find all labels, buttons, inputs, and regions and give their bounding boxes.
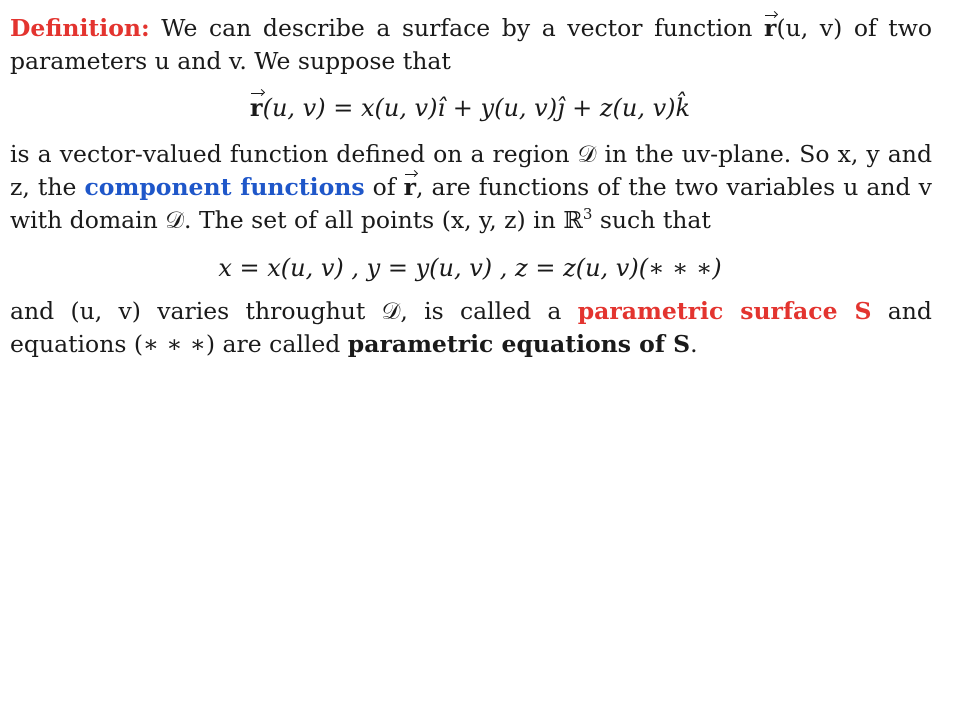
parametric-surface-term: parametric surface S [577, 297, 872, 325]
conclusion-text-b: and equations (∗ ∗ ∗) are called [10, 297, 932, 358]
conclusion-text-a: and (u, v) varies throughut 𝒟, is called a [10, 297, 562, 325]
domain-text-d: such that [599, 206, 711, 234]
vector-function-equation [0, 90, 940, 126]
vector-r-symbol-eq: r [250, 90, 263, 126]
domain-text-c: , are functions of the two variables u and v with domain 𝒟. The set of all points (x, y, z) in ℝ [10, 173, 932, 234]
definition-paragraph [10, 12, 932, 78]
conclusion-paragraph [10, 295, 932, 361]
definition-text-a: We can describe a surface by a vector function [161, 14, 753, 42]
domain-paragraph [10, 138, 932, 237]
parametric-equations-term: parametric equations of S [347, 330, 691, 358]
r3-superscript: 3 [582, 205, 593, 224]
definition-text-b: (u, v) of two parameters u and v. We suppose that [10, 14, 932, 75]
parametric-equations-text: x = x(u, v) , y = y(u, v) , z = z(u, v)(∗ ∗ ∗) [218, 254, 722, 282]
domain-text-b: of [372, 173, 396, 201]
component-functions-term: component functions [84, 173, 365, 201]
parametric-equations-line [0, 250, 940, 286]
domain-text-a: is a vector-valued function defined on a region 𝒟 in the uv-plane. So x, y and z, the [10, 140, 932, 201]
vector-r-symbol: r [764, 12, 776, 45]
vector-function-equation-text: (u, v) = x(u, v)î + y(u, v)ĵ + z(u, v)k̂ [262, 94, 691, 122]
vector-r-symbol-inline: r [404, 171, 416, 204]
definition-label: Definition: [10, 14, 150, 42]
conclusion-text-c: . [690, 330, 698, 358]
